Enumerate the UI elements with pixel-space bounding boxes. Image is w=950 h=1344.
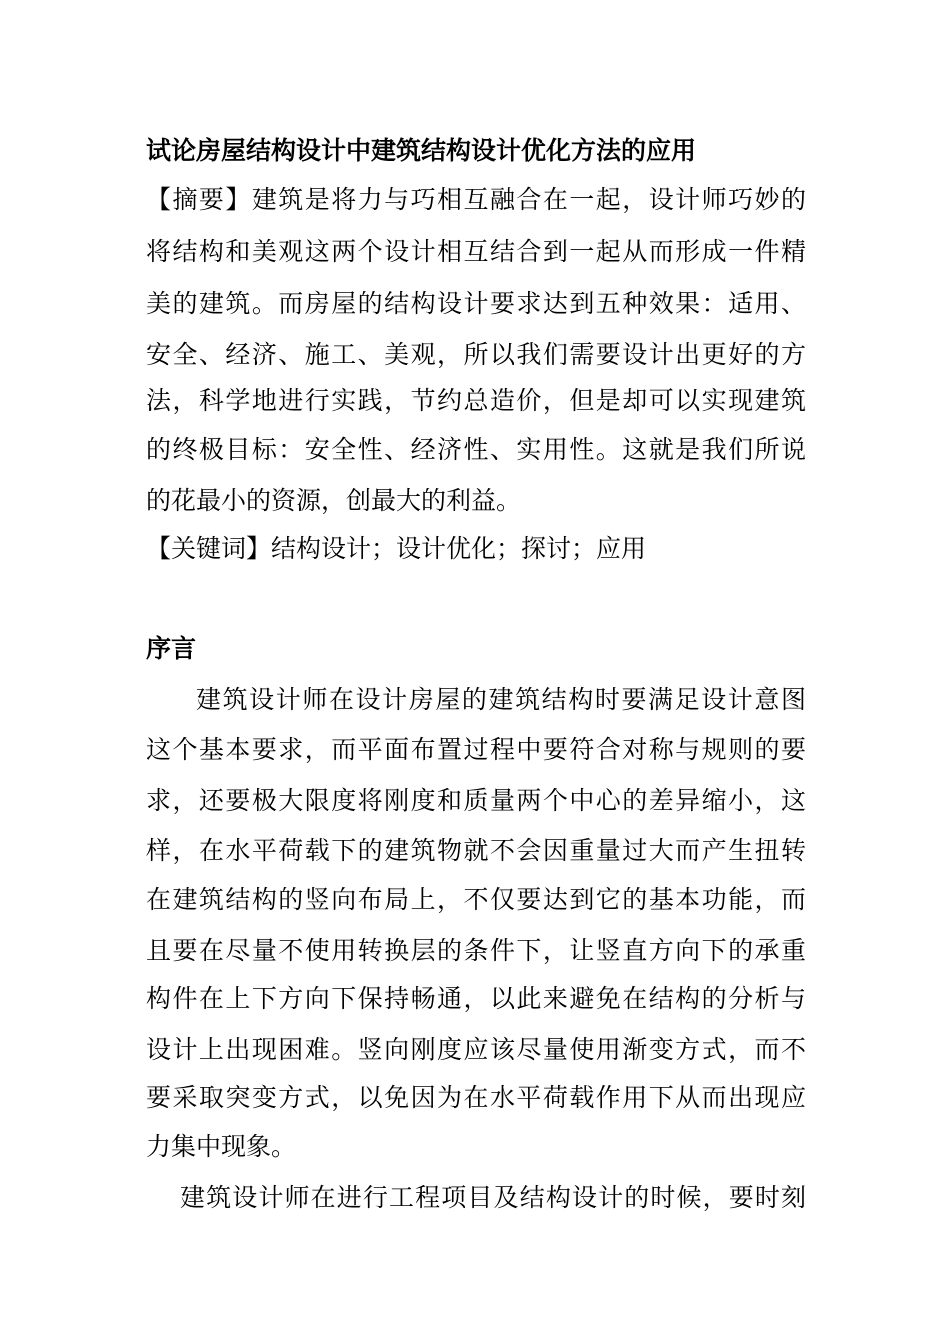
section-heading: 序言 (146, 634, 197, 663)
paragraph-line: 力集中现象。 (146, 1132, 297, 1161)
abstract-line: 将结构和美观这两个设计相互结合到一起从而形成一件精 (146, 237, 806, 266)
abstract-line: 美的建筑。而房屋的结构设计要求达到五种效果：适用、 (146, 289, 806, 318)
paragraph-line: 求，还要极大限度将刚度和质量两个中心的差异缩小，这 (146, 786, 806, 815)
keywords-line: 【关键词】结构设计；设计优化；探讨；应用 (146, 534, 647, 563)
paragraph-line: 建筑设计师在设计房屋的建筑结构时要满足设计意图 (196, 685, 806, 714)
paragraph-line: 样，在水平荷载下的建筑物就不会因重量过大而产生扭转 (146, 836, 806, 865)
paragraph-line: 要采取突变方式，以免因为在水平荷载作用下从而出现应 (146, 1083, 806, 1112)
abstract-line: 【摘要】建筑是将力与巧相互融合在一起，设计师巧妙的 (146, 185, 806, 214)
paragraph-line: 建筑设计师在进行工程项目及结构设计的时候，要时刻 (180, 1183, 806, 1212)
abstract-line: 法，科学地进行实践，节约总造价，但是却可以实现建筑 (146, 386, 806, 415)
paragraph-line: 设计上出现困难。竖向刚度应该尽量使用渐变方式，而不 (146, 1035, 806, 1064)
abstract-line: 的终极目标：安全性、经济性、实用性。这就是我们所说 (146, 435, 806, 464)
paragraph-line: 这个基本要求，而平面布置过程中要符合对称与规则的要 (146, 735, 806, 764)
paragraph-line: 在建筑结构的竖向布局上，不仅要达到它的基本功能，而 (146, 885, 806, 914)
document-title: 试论房屋结构设计中建筑结构设计优化方法的应用 (146, 136, 697, 165)
paragraph-line: 且要在尽量不使用转换层的条件下，让竖直方向下的承重 (146, 936, 806, 965)
abstract-line: 的花最小的资源，创最大的利益。 (146, 486, 522, 515)
abstract-line: 安全、经济、施工、美观，所以我们需要设计出更好的方 (146, 340, 806, 369)
paragraph-line: 构件在上下方向下保持畅通，以此来避免在结构的分析与 (146, 984, 806, 1013)
